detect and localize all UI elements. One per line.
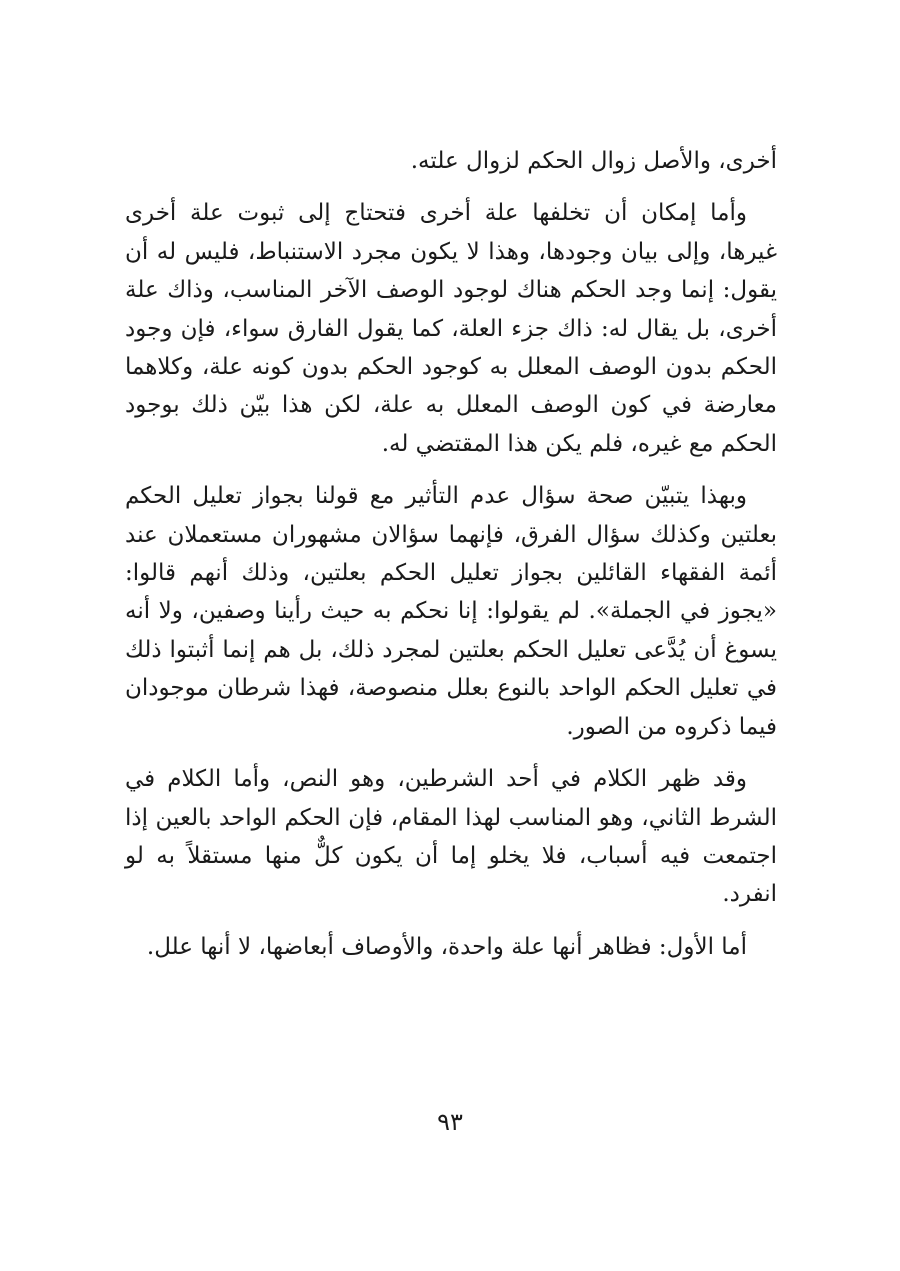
paragraph-1: أخرى، والأصل زوال الحكم لزوال علته.: [410, 148, 777, 174]
paragraph-5: أما الأول: فظاهر أنها علة واحدة، والأوصاف أبعاضها، لا أنها علل.: [146, 933, 747, 960]
paragraph-3: وبهذا يتبيّن صحة سؤال عدم التأثير مع قولنا بجواز تعليل الحكم بعلتين وكذلك سؤال الفرق، فإنهما سؤالان مشهوران مستعملان عند أئمة الفقهاء القائلين بجواز تعليل الحكم بعلتين، وذلك أنهم قالوا: «يجوز في الجملة». لم يقولوا: إنا نحكم به حيث رأينا وصفين، ولا أنه يسوغ أن يُدَّعى تعليل الحكم بعلتين لمجرد ذلك، بل هم إنما أثبتوا ذلك في تعليل الحكم الواحد بالنوع بعلل منصوصة، فهذا شرطان موجودان فيما ذكروه من الصور.: [125, 483, 777, 740]
paragraph-2: وأما إمكان أن تخلفها علة أخرى فتحتاج إلى ثبوت علة أخرى غيرها، وإلى بيان وجودها، وهذا لا يكون مجرد الاستنباط، فليس له أن يقول: إنما وجد الحكم هناك لوجود الوصف الآخر المناسب، وذاك علة أخرى، بل يقال له: ذاك جزء العلة، كما يقول الفارق سواء، فإن وجود الحكم بدون الوصف المعلل به كوجود الحكم بدون كونه علة، وكلاهما معارضة في كون الوصف المعلل به علة، لكن هذا بيّن ذلك بوجود الحكم مع غيره، فلم يكن هذا المقتضي له.: [125, 200, 777, 457]
page-number: ٩٣: [437, 1108, 463, 1136]
paragraph-4: وقد ظهر الكلام في أحد الشرطين، وهو النص، وأما الكلام في الشرط الثاني، وهو المناسب لهذا المقام، فإن الحكم الواحد بالعين إذا اجتمعت فيه أسباب، فلا يخلو إما أن يكون كلٌّ منها مستقلاً به لو انفرد.: [125, 766, 777, 908]
main-text: [125, 142, 777, 980]
